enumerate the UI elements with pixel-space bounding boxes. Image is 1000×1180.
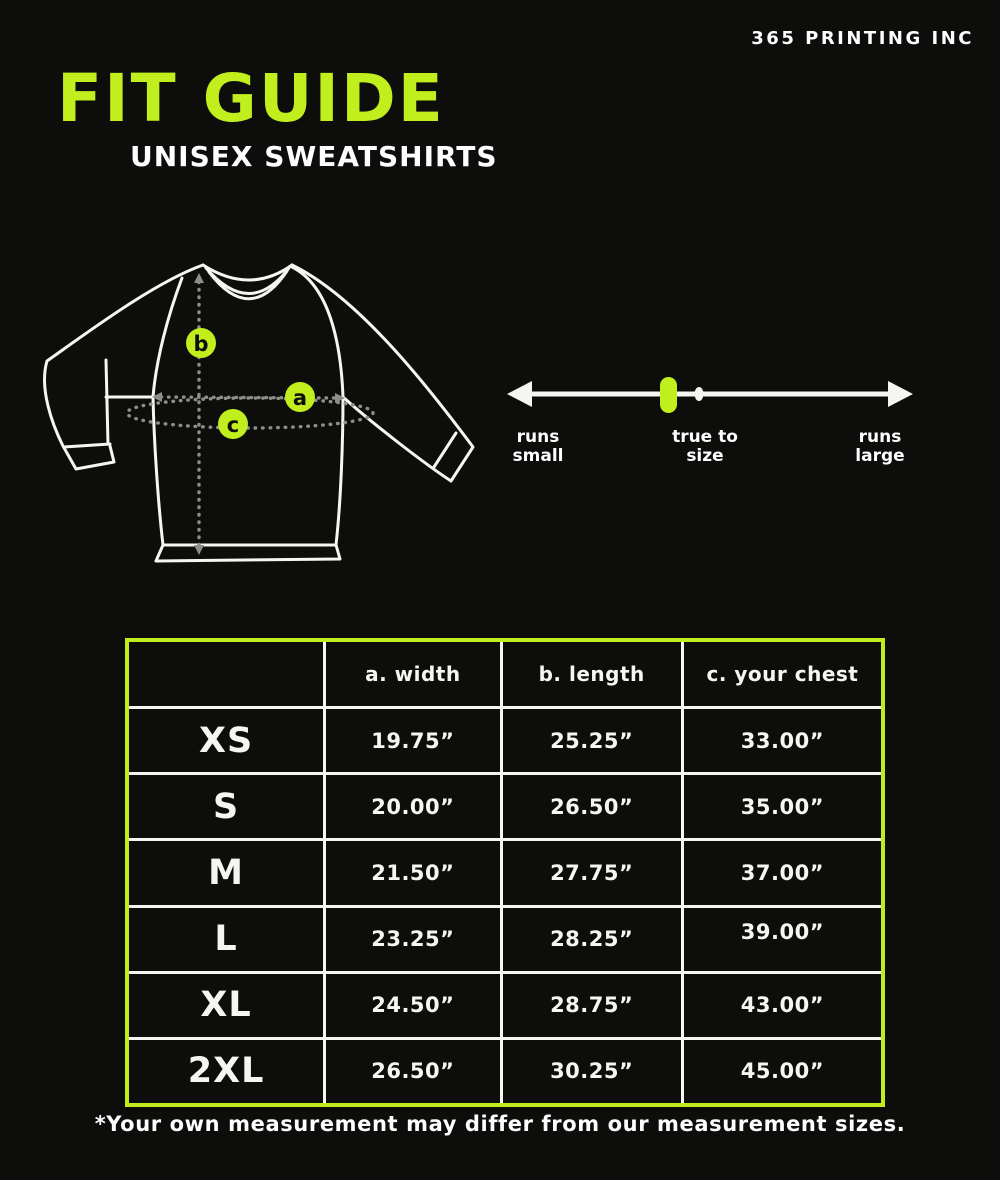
body-outline — [153, 267, 343, 561]
length-value: 26.50” — [503, 775, 681, 838]
size-label: L — [129, 908, 323, 971]
left-sleeve-outline — [45, 265, 203, 469]
marker-c — [218, 409, 248, 439]
header-length: b. length — [503, 642, 681, 706]
header-size — [129, 642, 323, 706]
fit-scale — [505, 368, 915, 423]
chest-measure-ellipse — [127, 398, 373, 428]
fit-indicator-pill — [660, 377, 677, 413]
width-value: 21.50” — [326, 841, 499, 904]
chest-value: 39.00” — [684, 908, 881, 971]
right-sleeve-outline — [292, 265, 473, 481]
header-chest: c. your chest — [684, 642, 881, 706]
length-value: 28.75” — [503, 974, 681, 1037]
width-value: 24.50” — [326, 974, 499, 1037]
length-value: 28.25” — [503, 908, 681, 971]
fit-scale-center-dot — [695, 387, 704, 401]
marker-b — [186, 328, 216, 358]
label-runs-small: runs small — [512, 427, 564, 466]
size-table — [125, 638, 885, 1107]
size-label: 2XL — [129, 1040, 323, 1103]
width-value: 19.75” — [326, 709, 499, 772]
header-width: a. width — [326, 642, 499, 706]
page-subtitle: UNISEX SWEATSHIRTS — [130, 140, 498, 173]
size-label: XL — [129, 974, 323, 1037]
width-value: 23.25” — [326, 908, 499, 971]
length-value: 25.25” — [503, 709, 681, 772]
label-runs-large: runs large — [855, 427, 905, 466]
page-title: FIT GUIDE — [57, 60, 445, 137]
chest-value: 43.00” — [684, 974, 881, 1037]
width-value: 20.00” — [326, 775, 499, 838]
chest-value: 35.00” — [684, 775, 881, 838]
length-measure-line — [194, 273, 204, 555]
collar-outline — [203, 265, 292, 299]
marker-c-letter: c — [226, 413, 240, 437]
marker-b-letter: b — [193, 332, 209, 356]
width-value: 26.50” — [326, 1040, 499, 1103]
marker-a — [285, 382, 315, 412]
size-label: M — [129, 841, 323, 904]
chest-value: 33.00” — [684, 709, 881, 772]
chest-value: 37.00” — [684, 841, 881, 904]
length-value: 30.25” — [503, 1040, 681, 1103]
length-value: 27.75” — [503, 841, 681, 904]
marker-a-letter: a — [292, 386, 308, 410]
size-label: XS — [129, 709, 323, 772]
size-label: S — [129, 775, 323, 838]
label-true-to-size: true to size — [672, 427, 738, 466]
sweatshirt-diagram — [30, 240, 490, 590]
fit-scale-right-arrow-icon — [888, 381, 913, 407]
fit-scale-left-arrow-icon — [507, 381, 532, 407]
brand-name: 365 PRINTING INC — [751, 28, 974, 49]
chest-value: 45.00” — [684, 1040, 881, 1103]
measurement-disclaimer: *Your own measurement may differ from our measurement sizes. — [94, 1112, 906, 1136]
